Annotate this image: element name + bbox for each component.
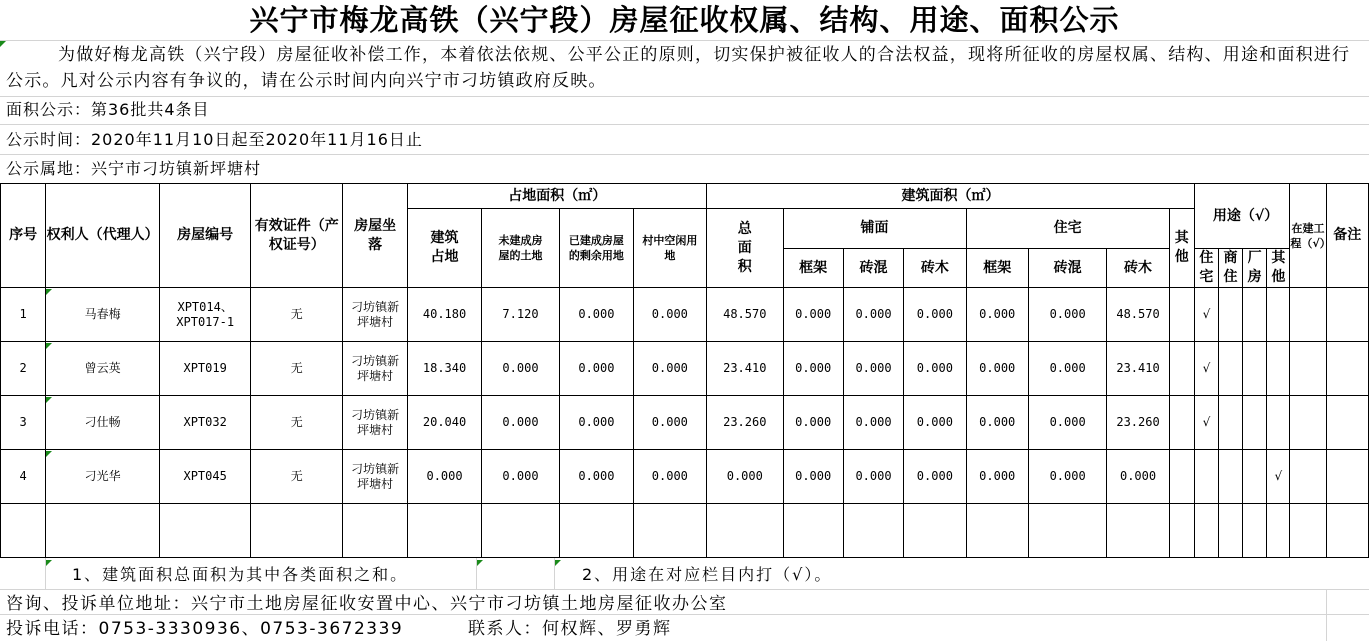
cell-usage-business [1218, 396, 1242, 450]
cell-usage-business [1218, 288, 1242, 342]
cell-usage-factory [1243, 396, 1267, 450]
cell-unbuilt: 0.000 [481, 450, 559, 504]
header-usage-business: 商住 [1218, 249, 1242, 288]
cell-location: 刁坊镇新坪塘村 [342, 342, 407, 396]
cell-shop-brick-wood: 0.000 [904, 342, 966, 396]
header-building-area: 建筑面积（㎡） [707, 184, 1195, 209]
cell-usage-business [1218, 450, 1242, 504]
cell-seq: 2 [1, 342, 46, 396]
empty-cell [1218, 504, 1242, 558]
header-shop-brick-concrete: 砖混 [843, 249, 903, 288]
header-remaining-land: 已建成房屋的剩余用地 [560, 209, 633, 288]
cell-res-brick-concrete: 0.000 [1028, 450, 1106, 504]
header-res-brick-concrete: 砖混 [1028, 249, 1106, 288]
empty-cell [904, 504, 966, 558]
cell-shop-frame: 0.000 [783, 450, 843, 504]
cell-other [1169, 342, 1194, 396]
empty-cell [1326, 504, 1368, 558]
header-land-area: 占地面积（㎡） [408, 184, 707, 209]
cell-res-brick-concrete: 0.000 [1028, 342, 1106, 396]
cell-house-no: XPT019 [159, 342, 251, 396]
cell-res-frame: 0.000 [966, 450, 1028, 504]
cell-usage-residence: √ [1194, 342, 1218, 396]
cell-shop-brick-wood: 0.000 [904, 396, 966, 450]
header-shop: 铺面 [783, 209, 966, 249]
header-under-construction: 在建工程（√） [1290, 184, 1326, 288]
cell-remaining: 0.000 [560, 288, 633, 342]
cell-usage-other [1267, 288, 1290, 342]
cell-village: 0.000 [633, 342, 706, 396]
cell-village: 0.000 [633, 450, 706, 504]
cell-remaining: 0.000 [560, 342, 633, 396]
cell-usage-factory [1243, 450, 1267, 504]
header-usage-residence: 住宅 [1194, 249, 1218, 288]
table-row [1, 450, 1369, 504]
cell-footprint: 0.000 [408, 450, 481, 504]
empty-cell [408, 504, 481, 558]
cell-comment-marker [46, 289, 52, 295]
intro-paragraph: 为做好梅龙高铁（兴宁段）房屋征收补偿工作，本着依法依规、公平公正的原则，切实保护被征收人的合法权益，现将所征收的房屋权属、结构、用途和面积进行公示。凡对公示内容有争议的，请在公示时间内向兴宁市刁坊镇政府反映。 [6, 45, 1351, 91]
cell-shop-brick-concrete: 0.000 [843, 288, 903, 342]
cell-remaining: 0.000 [560, 450, 633, 504]
cell-res-brick-wood: 0.000 [1107, 450, 1169, 504]
empty-cell [46, 504, 160, 558]
empty-cell [1169, 504, 1194, 558]
cell-res-brick-wood: 48.570 [1107, 288, 1169, 342]
area-notice: 面积公示：第36批共4条目 [6, 100, 210, 119]
cell-res-brick-wood: 23.410 [1107, 342, 1169, 396]
header-shop-brick-wood: 砖木 [904, 249, 966, 288]
cell-shop-brick-concrete: 0.000 [843, 396, 903, 450]
empty-cell [342, 504, 407, 558]
cell-usage-other [1267, 342, 1290, 396]
notice-time: 公示时间：2020年11月10日起至2020年11月16日止 [6, 130, 423, 149]
table-row [1, 288, 1369, 342]
cell-remarks [1326, 342, 1368, 396]
cell-remarks [1326, 450, 1368, 504]
cell-under-construction [1290, 288, 1326, 342]
cell-unbuilt: 7.120 [481, 288, 559, 342]
cell-owner: 刁仕畅 [46, 396, 160, 450]
gridline [0, 96, 1369, 97]
cell-comment-marker [46, 343, 52, 349]
cell-usage-factory [1243, 288, 1267, 342]
header-location: 房屋坐落 [342, 184, 407, 288]
empty-cell [159, 504, 251, 558]
cell-under-construction [1290, 450, 1326, 504]
contact-persons: 联系人：何权辉、罗勇辉 [468, 619, 672, 639]
cell-footprint: 18.340 [408, 342, 481, 396]
cell-usage-residence: √ [1194, 396, 1218, 450]
cell-total: 23.410 [707, 342, 783, 396]
page-title: 兴宁市梅龙高铁（兴宁段）房屋征收权属、结构、用途、面积公示 [249, 3, 1120, 37]
empty-cell [1107, 504, 1169, 558]
cell-footprint: 40.180 [408, 288, 481, 342]
cell-unbuilt: 0.000 [481, 342, 559, 396]
cell-res-brick-wood: 23.260 [1107, 396, 1169, 450]
cell-shop-frame: 0.000 [783, 342, 843, 396]
cell-owner: 刁光华 [46, 450, 160, 504]
empty-cell [843, 504, 903, 558]
cell-remaining: 0.000 [560, 396, 633, 450]
header-residence: 住宅 [966, 209, 1169, 249]
header-remarks: 备注 [1326, 184, 1368, 288]
notice-place: 公示属地：兴宁市刁坊镇新坪塘村 [6, 159, 262, 178]
cell-location: 刁坊镇新坪塘村 [342, 396, 407, 450]
cell-res-frame: 0.000 [966, 396, 1028, 450]
cell-footprint: 20.040 [408, 396, 481, 450]
header-owner: 权利人（代理人） [46, 184, 160, 288]
header-certificate: 有效证件（产权证号） [251, 184, 343, 288]
table-row [1, 342, 1369, 396]
empty-cell [1194, 504, 1218, 558]
cell-usage-residence [1194, 450, 1218, 504]
header-usage-other: 其他 [1267, 249, 1290, 288]
header-usage: 用途（√） [1194, 184, 1290, 249]
empty-cell [481, 504, 559, 558]
cell-village: 0.000 [633, 396, 706, 450]
gridline [0, 154, 1369, 155]
cell-usage-other [1267, 396, 1290, 450]
cell-comment-marker [477, 560, 483, 566]
complaint-hotline: 投诉电话：0753-3330936、0753-3672339 [6, 619, 404, 639]
cell-under-construction [1290, 396, 1326, 450]
cell-usage-residence: √ [1194, 288, 1218, 342]
header-unbuilt-land: 未建成房屋的土地 [481, 209, 559, 288]
cell-res-brick-concrete: 0.000 [1028, 396, 1106, 450]
empty-cell [1290, 504, 1326, 558]
cell-comment-marker [555, 560, 561, 566]
gridline [0, 124, 1369, 125]
header-village-land: 村中空闲用地 [633, 209, 706, 288]
empty-cell [1243, 504, 1267, 558]
empty-cell [251, 504, 343, 558]
cell-shop-brick-concrete: 0.000 [843, 450, 903, 504]
cell-shop-brick-wood: 0.000 [904, 288, 966, 342]
empty-cell [1267, 504, 1290, 558]
cell-house-no: XPT032 [159, 396, 251, 450]
header-building-footprint: 建筑占地 [408, 209, 481, 288]
cell-certificate: 无 [251, 342, 343, 396]
cell-shop-frame: 0.000 [783, 396, 843, 450]
cell-other [1169, 396, 1194, 450]
cell-usage-other: √ [1267, 450, 1290, 504]
cell-shop-brick-wood: 0.000 [904, 450, 966, 504]
empty-cell [633, 504, 706, 558]
cell-location: 刁坊镇新坪塘村 [342, 288, 407, 342]
cell-under-construction [1290, 342, 1326, 396]
empty-cell [966, 504, 1028, 558]
header-res-brick-wood: 砖木 [1107, 249, 1169, 288]
cell-seq: 1 [1, 288, 46, 342]
cell-seq: 3 [1, 396, 46, 450]
note-usage: 2、用途在对应栏目内打（√）。 [582, 565, 833, 584]
header-house-no: 房屋编号 [159, 184, 251, 288]
cell-total: 23.260 [707, 396, 783, 450]
cell-comment-marker [46, 397, 52, 403]
gridline [0, 40, 1369, 41]
header-total-area: 总面积 [707, 209, 783, 288]
cell-unbuilt: 0.000 [481, 396, 559, 450]
empty-cell [1, 504, 46, 558]
gridline [1326, 589, 1327, 641]
cell-village: 0.000 [633, 288, 706, 342]
cell-res-brick-concrete: 0.000 [1028, 288, 1106, 342]
cell-other [1169, 450, 1194, 504]
cell-remarks [1326, 288, 1368, 342]
cell-usage-business [1218, 342, 1242, 396]
cell-remarks [1326, 396, 1368, 450]
table-row-empty [1, 504, 1369, 558]
empty-cell [783, 504, 843, 558]
cell-certificate: 无 [251, 288, 343, 342]
cell-total: 48.570 [707, 288, 783, 342]
empty-cell [707, 504, 783, 558]
note-total-area: 1、建筑面积总面积为其中各类面积之和。 [72, 565, 409, 584]
header-other: 其他 [1169, 209, 1194, 288]
contact-address: 咨询、投诉单位地址：兴宁市土地房屋征收安置中心、兴宁市刁坊镇土地房屋征收办公室 [6, 594, 728, 614]
cell-house-no: XPT045 [159, 450, 251, 504]
cell-shop-brick-concrete: 0.000 [843, 342, 903, 396]
cell-house-no: XPT014、XPT017-1 [159, 288, 251, 342]
cell-certificate: 无 [251, 396, 343, 450]
cell-res-frame: 0.000 [966, 288, 1028, 342]
cell-comment-marker [46, 560, 52, 566]
cell-seq: 4 [1, 450, 46, 504]
cell-certificate: 无 [251, 450, 343, 504]
expropriation-table [0, 183, 1369, 558]
cell-comment-marker [46, 451, 52, 457]
header-seq: 序号 [1, 184, 46, 288]
cell-owner: 马春梅 [46, 288, 160, 342]
header-shop-frame: 框架 [783, 249, 843, 288]
header-res-frame: 框架 [966, 249, 1028, 288]
empty-cell [560, 504, 633, 558]
cell-shop-frame: 0.000 [783, 288, 843, 342]
cell-res-frame: 0.000 [966, 342, 1028, 396]
cell-other [1169, 288, 1194, 342]
empty-cell [1028, 504, 1106, 558]
header-usage-factory: 厂房 [1243, 249, 1267, 288]
cell-location: 刁坊镇新坪塘村 [342, 450, 407, 504]
table-row [1, 396, 1369, 450]
cell-owner: 曾云英 [46, 342, 160, 396]
cell-total: 0.000 [707, 450, 783, 504]
gridline [0, 589, 1369, 590]
cell-usage-factory [1243, 342, 1267, 396]
